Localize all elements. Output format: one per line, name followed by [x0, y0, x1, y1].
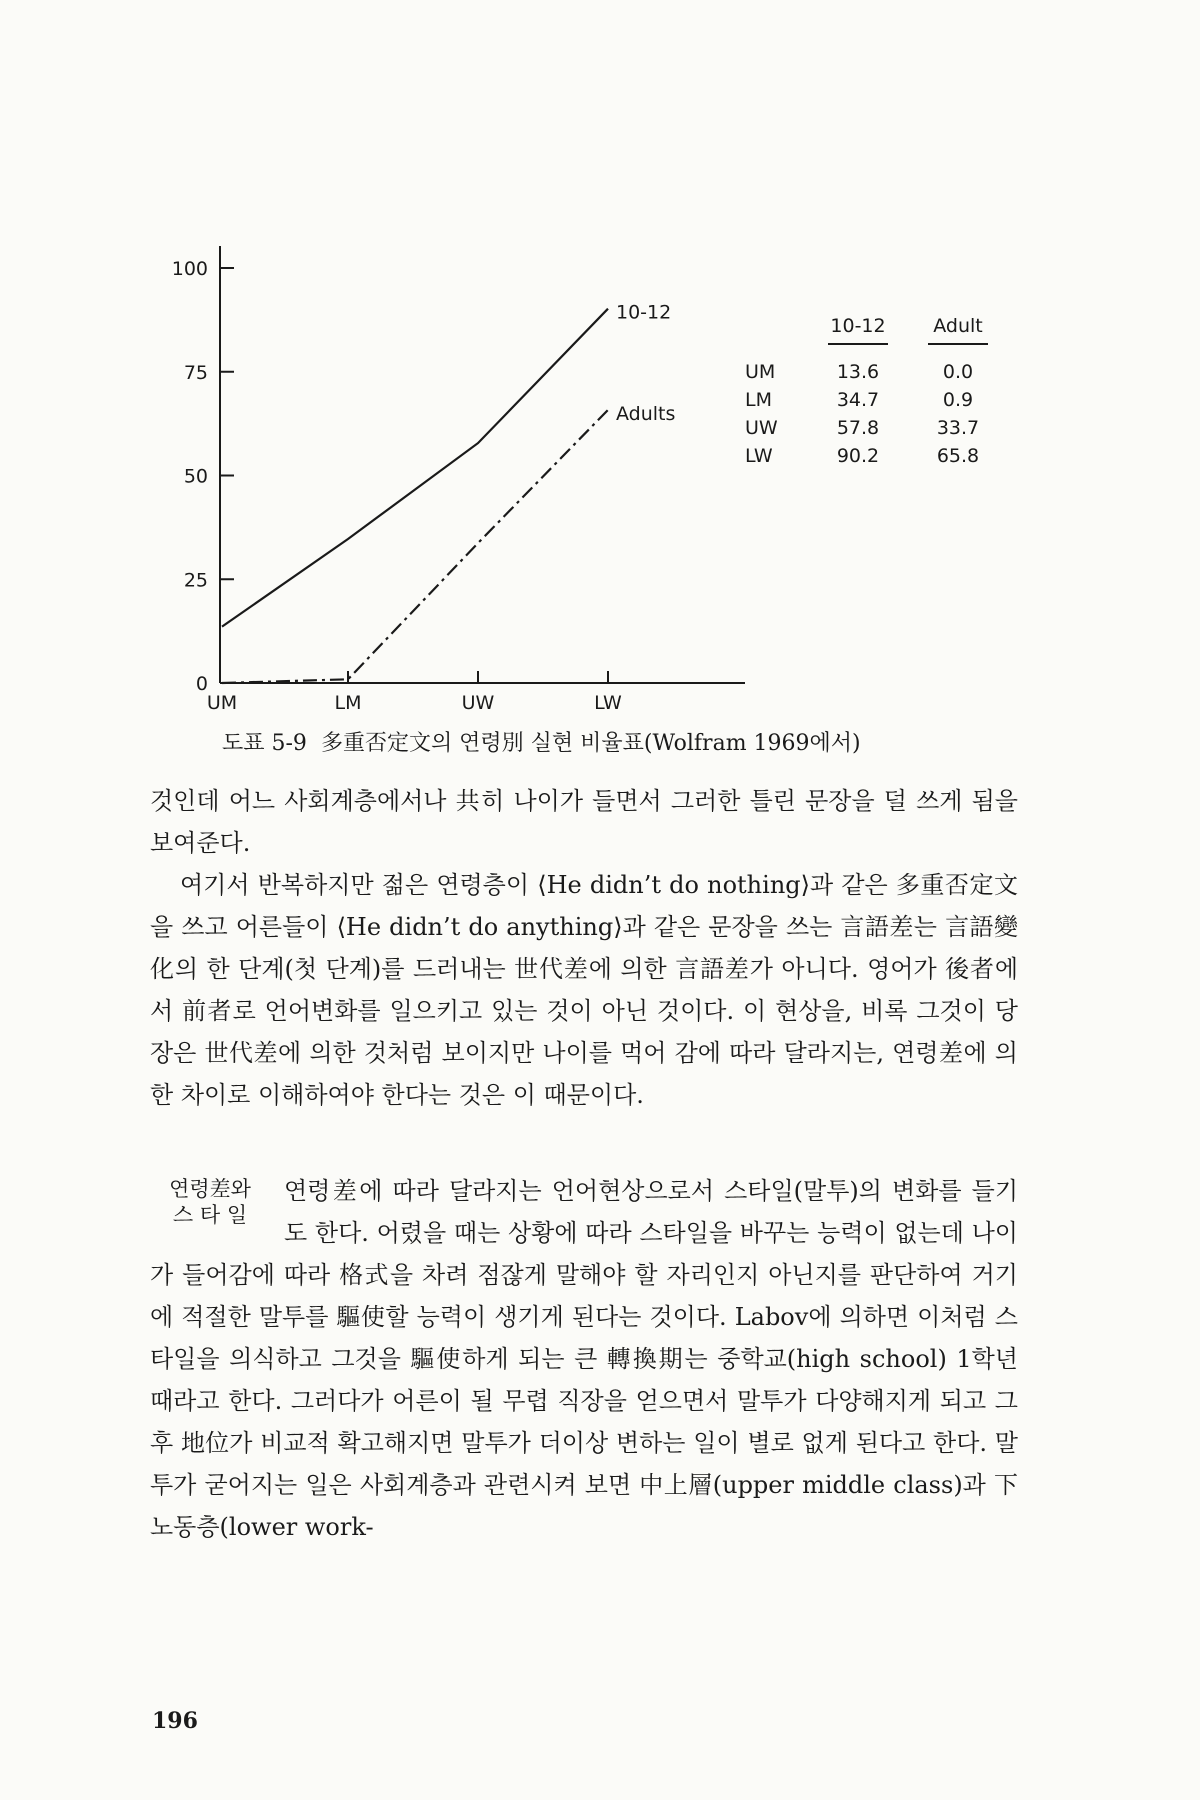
figure-caption	[222, 726, 1022, 757]
x-tick-label: LW	[594, 692, 622, 714]
figure-caption-text: 多重否定文의 연령別 실현 비율표(Wolfram 1969에서)	[320, 731, 861, 756]
y-tick-label: 50	[183, 465, 208, 488]
table-row-label: LM	[745, 389, 772, 411]
paragraph-2: 여기서 반복하지만 젊은 연령층이 ⟨He didn’t do nothing⟩과 같은 多重否定文을 쓰고 어른들이 ⟨He didn’t do anything⟩과 같은 문장을 쓰는 言語差는 言語變化의 한 단계(첫 단계)를 드러내는 世代差에 의한 言語差가 아니다. 영어가 後者에서 前者로 언어변화를 일으키고 있는 것이 아닌 것이다. 이 현상을, 비록 그것이 당장은 世代差에 의한 것처럼 보이지만 나이를 먹어 감에 따라 달라지는, 연령差에 의한 차이로 이해하여야 한다는 것은 이 때문이다.	[150, 871, 1018, 1109]
section-paragraph: 연령差에 따라 달라지는 언어현상으로서 스타일(말투)의 변화를 들기도 한다. 어렸을 때는 상황에 따라 스타일을 바꾸는 능력이 없는데 나이가 들어감에 따라 格式을 차려 점잖게 말해야 할 자리인지 아닌지를 판단하여 거기에 적절한 말투를 驅使할 능력이 생기게 된다는 것이다. Labov에 의하면 이처럼 스타일을 의식하고 그것을 驅使하게 되는 큰 轉換期는 중학교(high school) 1학년 때라고 한다. 그러다가 어른이 될 무렵 직장을 얻으면서 말투가 다양해지게 되고 그후 地位가 비교적 확고해지면 말투가 더이상 변하는 일이 별로 없게 된다고 한다. 말투가 굳어지는 일은 사회계층과 관련시켜 보면 中上層(upper middle class)과 下노동층(lower work-	[150, 1177, 1018, 1541]
figure-number: 도표 5-9	[222, 731, 307, 756]
section-margin-heading	[150, 1176, 270, 1228]
chart	[0, 0, 1200, 720]
table-cell: 13.6	[836, 361, 880, 383]
section-heading-line-1: 연령差와	[169, 1177, 251, 1201]
table-row-label: UM	[745, 361, 776, 383]
table-header-cell: 10-12	[830, 315, 886, 337]
paragraph-1: 것인데 어느 사회계층에서나 共히 나이가 들면서 그러한 틀린 문장을 덜 쓰게 됨을 보여준다.	[150, 787, 1018, 857]
table-cell: 34.7	[836, 389, 880, 411]
series-line-1	[222, 410, 608, 683]
section-age-style	[150, 1170, 1018, 1548]
x-tick-label: UW	[461, 692, 495, 714]
table-cell: 0.0	[942, 361, 974, 383]
table-row-label: LW	[745, 445, 773, 467]
table-row-label: UW	[745, 417, 778, 439]
table-cell: 57.8	[836, 417, 880, 439]
table-cell: 0.9	[942, 389, 974, 411]
series-label-0: 10-12	[616, 301, 672, 324]
y-tick-label: 25	[183, 569, 208, 592]
table-cell: 90.2	[836, 445, 880, 467]
y-tick-label: 75	[183, 361, 208, 384]
y-tick-label: 100	[171, 258, 208, 280]
x-tick-label: UM	[206, 692, 238, 714]
series-label-1: Adults	[616, 402, 676, 425]
table-cell: 65.8	[936, 445, 980, 467]
body-text	[150, 780, 1018, 1116]
x-tick-label: LM	[334, 692, 362, 714]
section-heading-line-2: 스 타 일	[172, 1203, 248, 1227]
series-line-0	[222, 309, 608, 627]
page-number: 196	[152, 1708, 198, 1734]
table-header-cell: Adult	[933, 315, 983, 337]
y-tick-label: 0	[195, 673, 208, 695]
table-cell: 33.7	[936, 417, 980, 439]
